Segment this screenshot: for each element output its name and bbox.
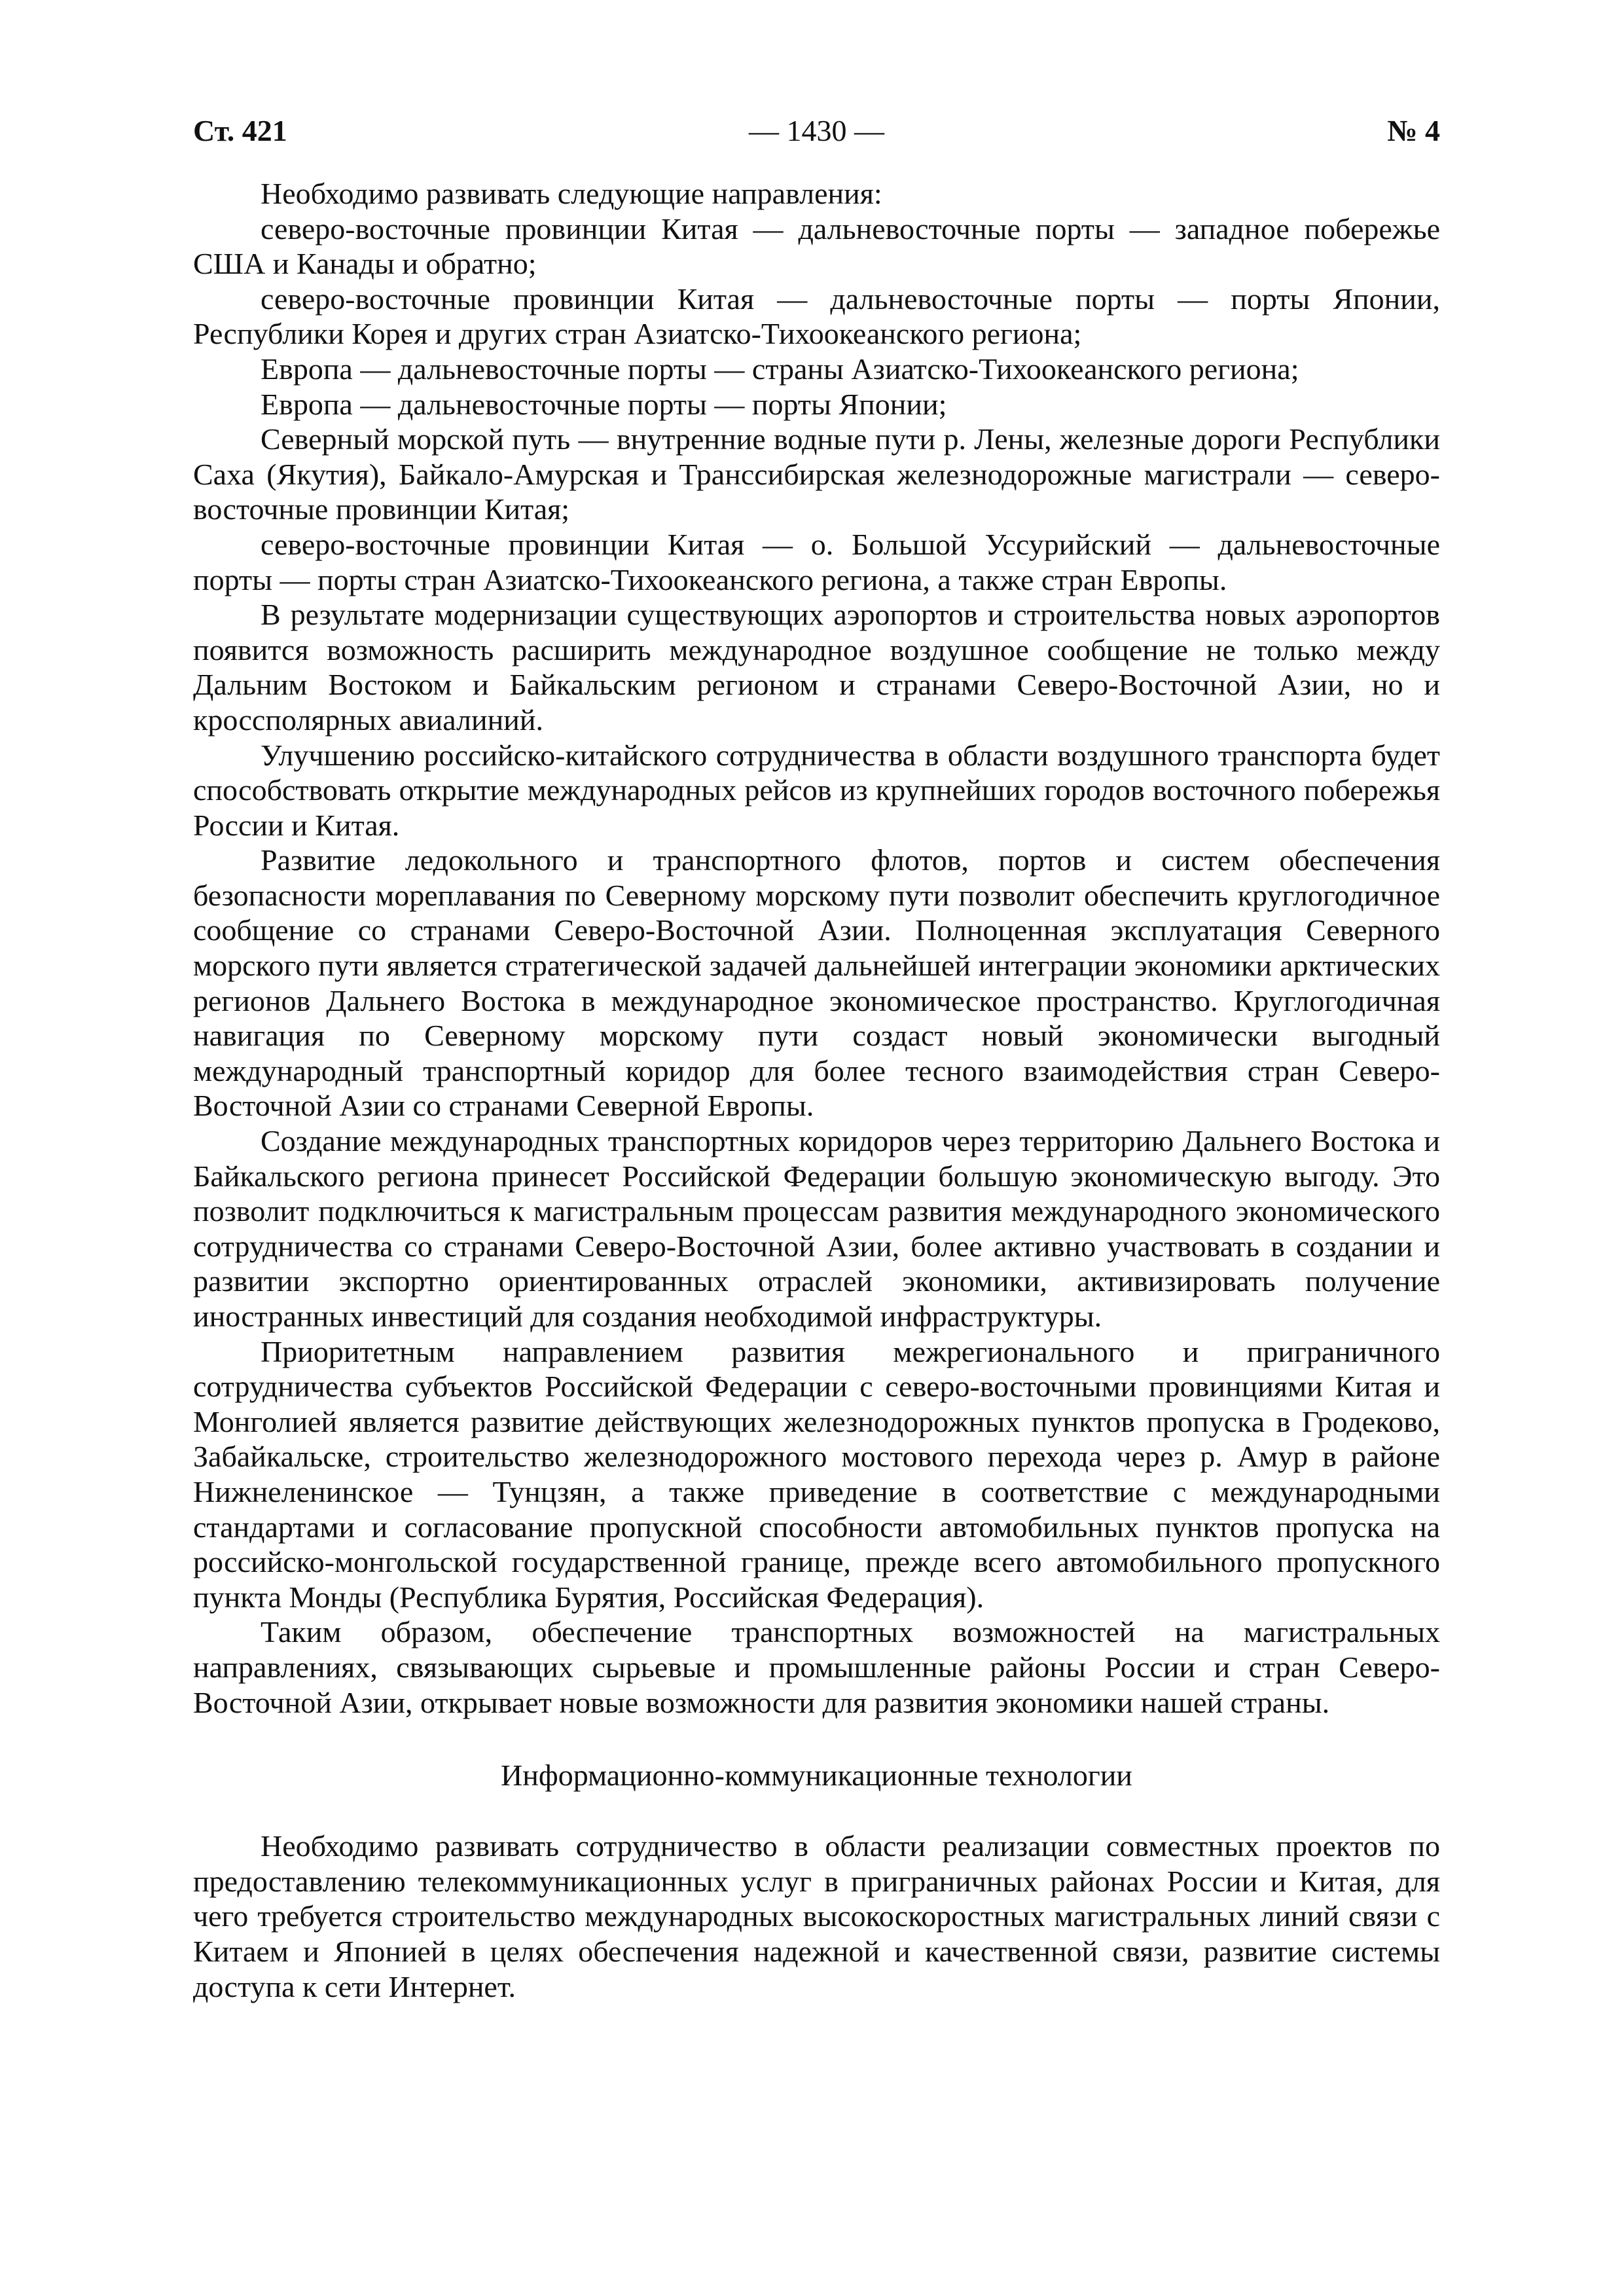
paragraph: Приоритетным направлением развития межрегионального и приграничного сотрудничества субъектов Российской Федерации с северо-восточными провинциями Китая и Монголией является развитие действующих железнодорожных пунктов пропуска в Гродеково, Забайкальске, строительство железнодорожного мостового перехода через р. Амур в районе Нижнеленинское — Тунцзян, а также приведение в соответствие с международными стандартами и согласование пропускной способности автомобильных пунктов пропуска на российско-монгольской государственной границе, прежде всего автомобильного пропускного пункта Монды (Республика Бурятия, Российская Федерация).	[193, 1334, 1440, 1614]
paragraph: северо-восточные провинции Китая — дальневосточные порты — порты Японии, Республики Корея и других стран Азиатско-Тихоокеанского региона;	[193, 282, 1440, 351]
paragraph: Создание международных транспортных коридоров через территорию Дальнего Востока и Байкальского региона принесет Российской Федерации большую экономическую выгоду. Это позволит подключиться к магистральным процессам развития международного экономического сотрудничества со странами Северо-Восточной Азии, более активно участвовать в создании и развитии экспортно ориентированных отраслей экономики, активизировать получение иностранных инвестиций для создания необходимой инфраструктуры.	[193, 1124, 1440, 1333]
paragraph: Таким образом, обеспечение транспортных возможностей на магистральных направлениях, связывающих сырьевые и промышленные районы России и стран Северо-Восточной Азии, открывает новые возможности для развития экономики нашей страны.	[193, 1615, 1440, 1719]
running-header	[193, 108, 1440, 154]
paragraph: северо-восточные провинции Китая — о. Большой Уссурийский — дальневосточные порты — порты стран Азиатско-Тихоокеанского региона, а также стран Европы.	[193, 527, 1440, 596]
document-page	[193, 108, 1440, 2004]
paragraph: Улучшению российско-китайского сотрудничества в области воздушного транспорта будет способствовать открытие международных рейсов из крупнейших городов восточного побережья России и Китая.	[193, 738, 1440, 842]
section-heading: Информационно-коммуникационные технологии	[501, 1758, 1132, 1793]
paragraph: Северный морской путь — внутренние водные пути р. Лены, железные дороги Республики Саха (Якутия), Байкало-Амурская и Транссибирская железнодорожные магистрали — северо-восточные провинции Китая;	[193, 422, 1440, 526]
page-number: — 1430 —	[749, 114, 884, 147]
document-body	[193, 176, 1440, 2004]
paragraph: Европа — дальневосточные порты — страны Азиатско-Тихоокеанского региона;	[261, 352, 1299, 386]
paragraph: Необходимо развивать сотрудничество в области реализации совместных проектов по предоставлению телекоммуникационных услуг в приграничных районах России и Китая, для чего требуется строительство международных высокоскоростных магистральных линий связи с Китаем и Японией в целях обеспечения надежной и качественной связи, развитие системы доступа к сети Интернет.	[193, 1829, 1440, 2003]
paragraph: В результате модернизации существующих аэропортов и строительства новых аэропортов появится возможность расширить международное воздушное сообщение не только между Дальним Востоком и Байкальским регионом и странами Северо-Восточной Азии, но и кроссполярных авиалиний.	[193, 598, 1440, 737]
paragraph: северо-восточные провинции Китая — дальневосточные порты — западное побережье США и Канады и обратно;	[193, 211, 1440, 281]
issue-number: № 4	[1387, 114, 1440, 147]
paragraph: Развитие ледокольного и транспортного флотов, портов и систем обеспечения безопасности мореплавания по Северному морскому пути позволит обеспечить круглогодичное сообщение со странами Северо-Восточной Азии. Полноценная эксплуатация Северного морского пути является стратегической задачей дальнейшей интеграции экономики арктических регионов Дальнего Востока в международное экономическое пространство. Круглогодичная навигация по Северному морскому пути создаст новый экономически выгодный международный транспортный коридор для более тесного взаимодействия стран Северо-Восточной Азии со странами Северной Европы.	[193, 843, 1440, 1123]
paragraph: Необходимо развивать следующие направления:	[261, 177, 882, 210]
paragraph: Европа — дальневосточные порты — порты Японии;	[261, 387, 947, 421]
article-number: Ст. 421	[193, 114, 287, 147]
